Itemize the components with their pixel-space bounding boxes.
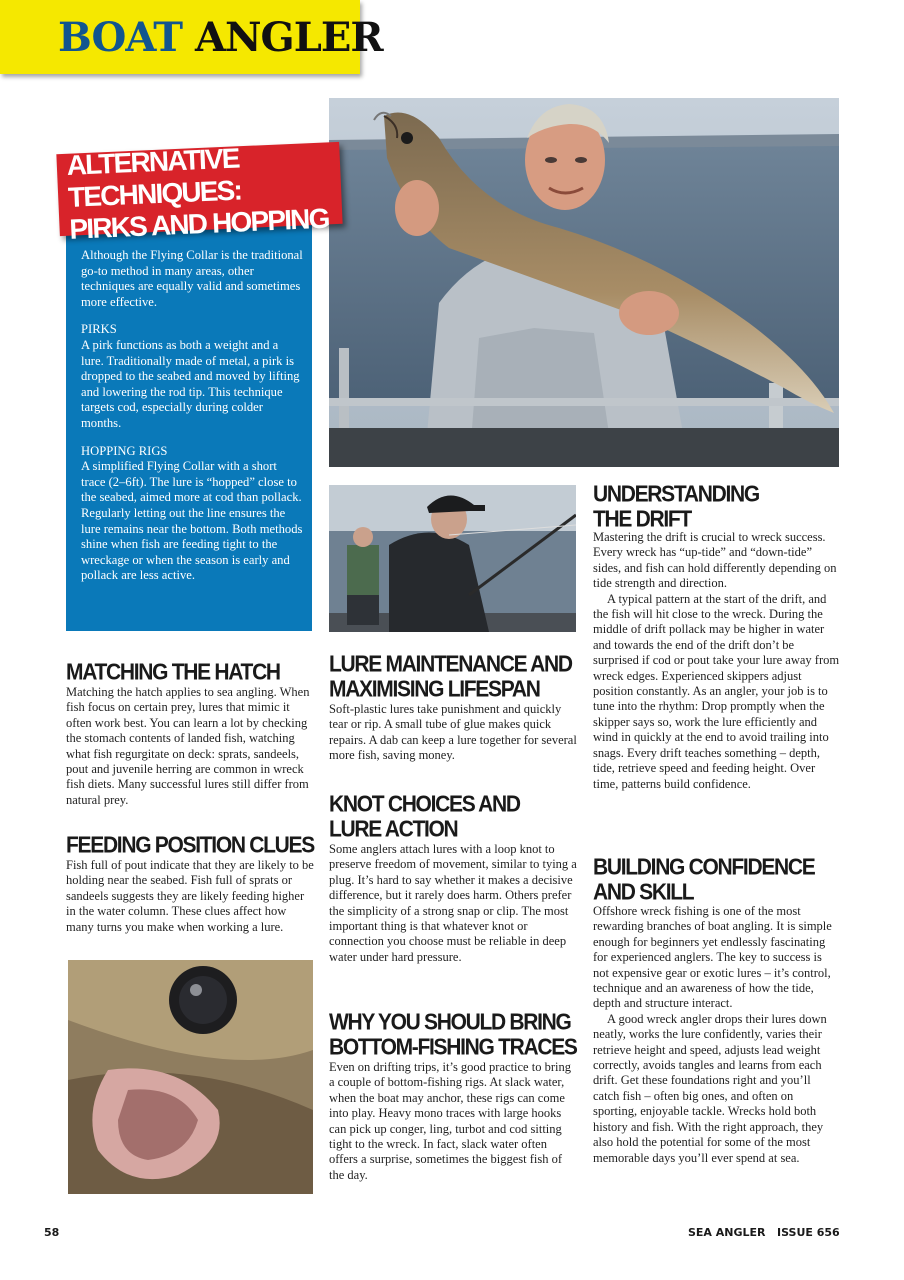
body-drift-text-2: A typical pattern at the start of the drift, and the fish will hit close to the wreck. During the middle of drift pollack may be higher in water and towards the end of the drift don’t be surprised if cod or pout take your lure away from wreck edges. Experienced skippers adjust position constantly. As an angler, your job is to tune into the rhythm: Drop promptly when the skipper says so, work the lure efficiently and wind in quickly at the end to avoid trailing into snags. Every drift teaches something – depth, tide, retrieve speed and feeding height. Over time, patterns build confidence.: [593, 591, 840, 791]
body-lure-maintenance: [329, 702, 577, 764]
sidebar-title-line1: ALTERNATIVE TECHNIQUES:: [66, 142, 242, 213]
heading-traces-line2: BOTTOM-FISHING TRACES: [329, 1034, 577, 1060]
masthead-title: [58, 14, 383, 62]
sidebar-pirks-body: A pirk functions as both a weight and a lure. Traditionally made of metal, a pirk is dropped to the seabed and moved by lifting and lowering the rod tip. This technique targets cod, especially during colder months.: [81, 337, 300, 430]
heading-confidence-line2: AND SKILL: [593, 879, 694, 905]
footer-issue-number: ISSUE 656: [777, 1226, 840, 1239]
body-knot-text: Some anglers attach lures with a loop knot to preserve freedom of movement, similar to tying a plug. It’s hard to say whether it makes a decisive difference, but it rarely does harm. Others prefer the simplicity of a strong snap or clip. The most important thing is that whatever knot or connection you choose must be reliable in deep water under hard pressure.: [329, 842, 577, 964]
main-photo-angler-with-ling: [329, 98, 839, 467]
body-traces-text: Even on drifting trips, it’s good practice to bring a couple of bottom-fishing rigs. At slack water, when the boat may anchor, these rigs can come into play. Heavy mono traces with large hooks can pick up conger, ling, turbot and cod sitting tight to the wreck. In fact, slack water often offers a surprise, sometimes the biggest fish of the day.: [329, 1060, 571, 1182]
page-number: 58: [44, 1226, 60, 1239]
body-drift-text-1: Mastering the drift is crucial to wreck success. Every wreck has “up-tide” and “down-tide” sides, and fish can hold differently depending on tide strength and direction.: [593, 530, 837, 591]
heading-drift-line2: THE DRIFT: [593, 506, 691, 532]
heading-knot-line2: LURE ACTION: [329, 816, 458, 842]
body-matching-text: Matching the hatch applies to sea angling. When fish focus on certain prey, lures that mimic it often work best. You can learn a lot by checking the stomach contents of landed fish, watching what fish regurgitate on deck: sprats, sandeels, pout and juvenile herring are common in wreck fish diets. Many successful lures still differ from natural prey.: [66, 685, 310, 807]
body-bottom-traces: [329, 1060, 577, 1183]
masthead-word-angler: ANGLER: [194, 14, 383, 61]
footer-magazine-name: SEA ANGLER: [688, 1226, 766, 1239]
heading-bottom-traces: [329, 1010, 581, 1060]
heading-drift-line1: UNDERSTANDING: [593, 482, 759, 507]
sidebar-hopping-body: A simplified Flying Collar with a short trace (2–6ft). The lure is “hopped” close to the seabed, aimed more at cod than pollack. Regularly letting out the line ensures the lure remains near the bottom. Both methods shine when fish are feeding tight to the wreckage or when the season is early and pollack are less active.: [81, 459, 303, 583]
sidebar-intro: Although the Flying Collar is the traditional go-to method in many areas, other techniques are equally valid and sometimes more effective.: [81, 248, 303, 309]
body-matching-the-hatch: [66, 685, 314, 808]
body-lure-text: Soft-plastic lures take punishment and quickly tear or rip. A small tube of glue makes quick repairs. A dab can keep a lure together for several more fish, saving money.: [329, 702, 577, 763]
photo-fish-eye-closeup: [68, 960, 313, 1194]
body-building-confidence: [593, 904, 840, 1166]
sidebar-body: [81, 248, 303, 596]
heading-knot-line1: KNOT CHOICES AND: [329, 792, 520, 817]
masthead-word-boat: BOAT: [58, 14, 183, 61]
heading-understanding-drift: [593, 482, 843, 532]
heading-lure-line2: MAXIMISING LIFESPAN: [329, 676, 540, 702]
photo-anglers-fishing: [329, 485, 576, 632]
body-feeding-text: Fish full of pout indicate that they are likely to be holding near the seabed. Fish full of sprats or sandeels suggests they are likely feeding higher in the water column. These clues affect how many turns you make when working a lure.: [66, 858, 314, 934]
body-confidence-text-1: Offshore wreck fishing is one of the most rewarding branches of boat angling. It is simple enough for beginners yet endlessly fascinating for experienced anglers. The key to success is not expensive gear or exotic lures – it’s control, technique and an awareness of how the tide, depth and structure interact.: [593, 904, 832, 1011]
body-knot-choices: [329, 842, 577, 965]
footer-publication: [688, 1226, 840, 1239]
sidebar-title-line2: PIRKS AND HOPPING: [68, 202, 330, 245]
body-confidence-text-2: A good wreck angler drops their lures down neatly, works the lure confidently, varies their retrieve height and speed, adjusts lead weight correctly, avoids tangles and learns from each drift. Get these foundations right and you’ll catch fish – often big ones, and often on sporting, enjoyable tackle. Wrecks hold both history and fish. With the right approach, they also hold the potential for some of the most memorable days you’ll ever spend at sea.: [593, 1011, 827, 1165]
heading-lure-line1: LURE MAINTENANCE AND: [329, 652, 572, 677]
heading-lure-maintenance: [329, 652, 581, 702]
heading-feeding-position: FEEDING POSITION CLUES: [66, 833, 314, 858]
heading-traces-line1: WHY YOU SHOULD BRING: [329, 1010, 571, 1035]
body-feeding-position: [66, 858, 314, 935]
sidebar-title: [66, 138, 350, 246]
heading-building-confidence: [593, 855, 843, 905]
heading-knot-choices: [329, 792, 581, 842]
heading-confidence-line1: BUILDING CONFIDENCE: [593, 855, 815, 880]
body-understanding-drift: [593, 530, 840, 792]
heading-matching-the-hatch: MATCHING THE HATCH: [66, 660, 280, 685]
sidebar-hopping-heading: HOPPING RIGS: [81, 443, 168, 458]
sidebar-pirks-heading: PIRKS: [81, 322, 117, 337]
